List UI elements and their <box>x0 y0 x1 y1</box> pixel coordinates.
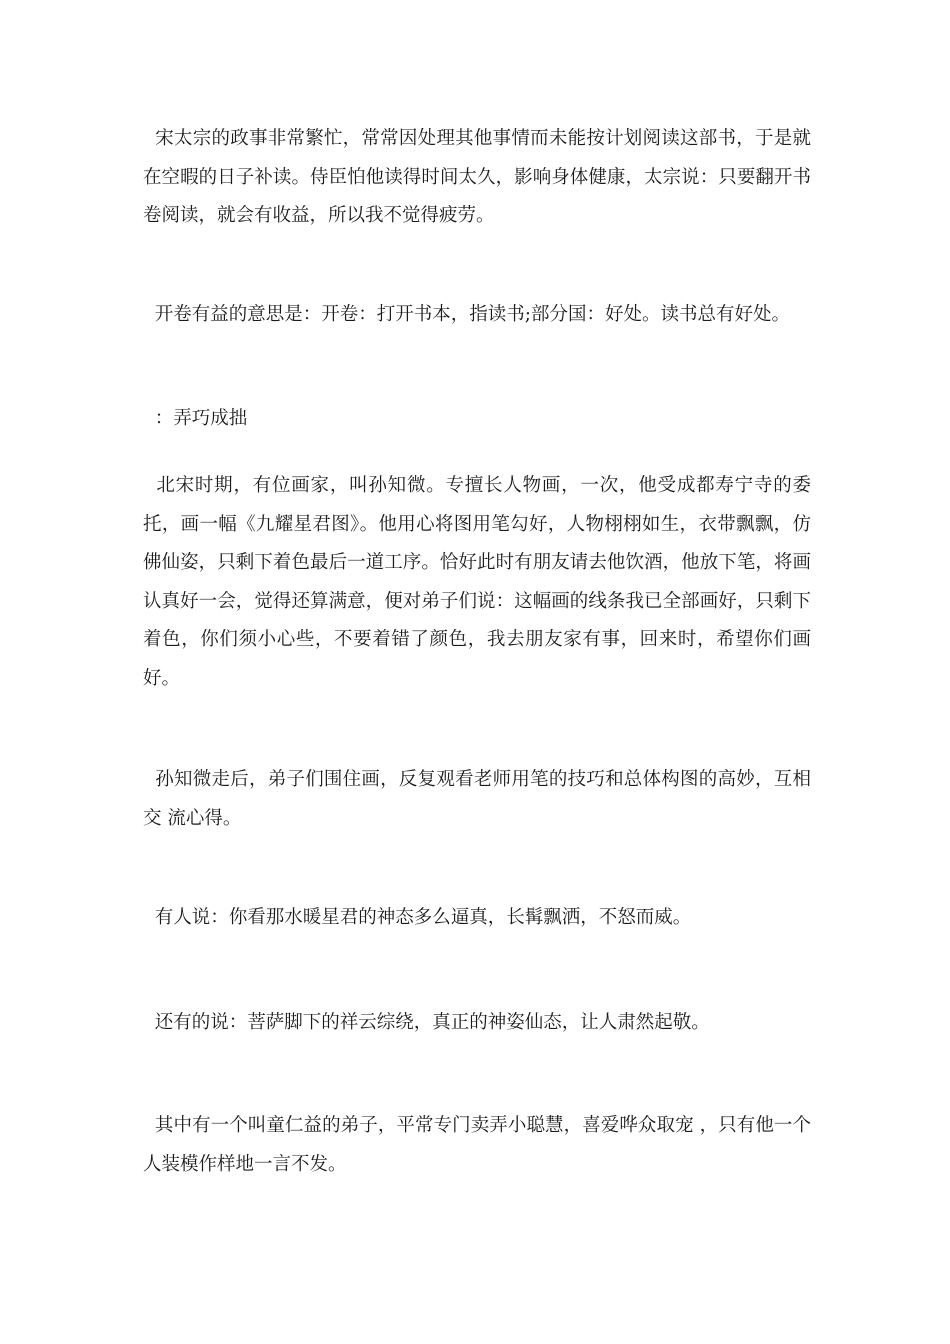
paragraph-sun-zhiwei-story: 北宋时期，有位画家，叫孙知微。专擅长人物画，一次，他受成都寿宁寺的委托，画一幅《九耀星君图》。他用心将图用笔勾好，人物栩栩如生，衣带飘飘，仿佛仙姿，只剩下着色最后一道工序。恰好此时有朋友请去他饮酒，他放下笔，将画认真好一会，觉得还算满意，便对弟子们说：这幅画的线条我已全部画好，只剩下着色，你们须小心些，不要着错了颜色，我去朋友家有事，回来时，希望你们画好。 <box>143 475 811 689</box>
paragraph-taizong-reading: 宋太宗的政事非常繁忙，常常因处理其他事情而未能按计划阅读这部书，于是就在空暇的日子补读。侍臣怕他读得时间太久，影响身体健康，太宗说：只要翻开书卷阅读，就会有收益，所以我不觉得疲劳。 <box>143 128 811 226</box>
paragraph-others-say: 还有的说：菩萨脚下的祥云综绕，真正的神姿仙态，让人肃然起敬。 <box>143 1012 710 1033</box>
paragraph-someone-says: 有人说：你看那水暖星君的神态多么逼真，长髯飘洒，不怒而威。 <box>143 907 692 928</box>
paragraph-disciples-discuss: 孙知微走后，弟子们围住画，反复观看老师用笔的技巧和总体构图的高妙，互相交 流心得。 <box>143 769 811 829</box>
paragraph-tong-renyi: 其中有一个叫童仁益的弟子，平常专门卖弄小聪慧，喜爱哗众取宠 ，只有他一个人装模作样地一言不发。 <box>143 1115 811 1175</box>
paragraph-idiom-meaning: 开卷有益的意思是：开卷：打开书本，指读书;部分国：好处。读书总有好处。 <box>143 304 791 325</box>
paragraph-idiom-heading: ：弄巧成拙 <box>143 408 248 429</box>
